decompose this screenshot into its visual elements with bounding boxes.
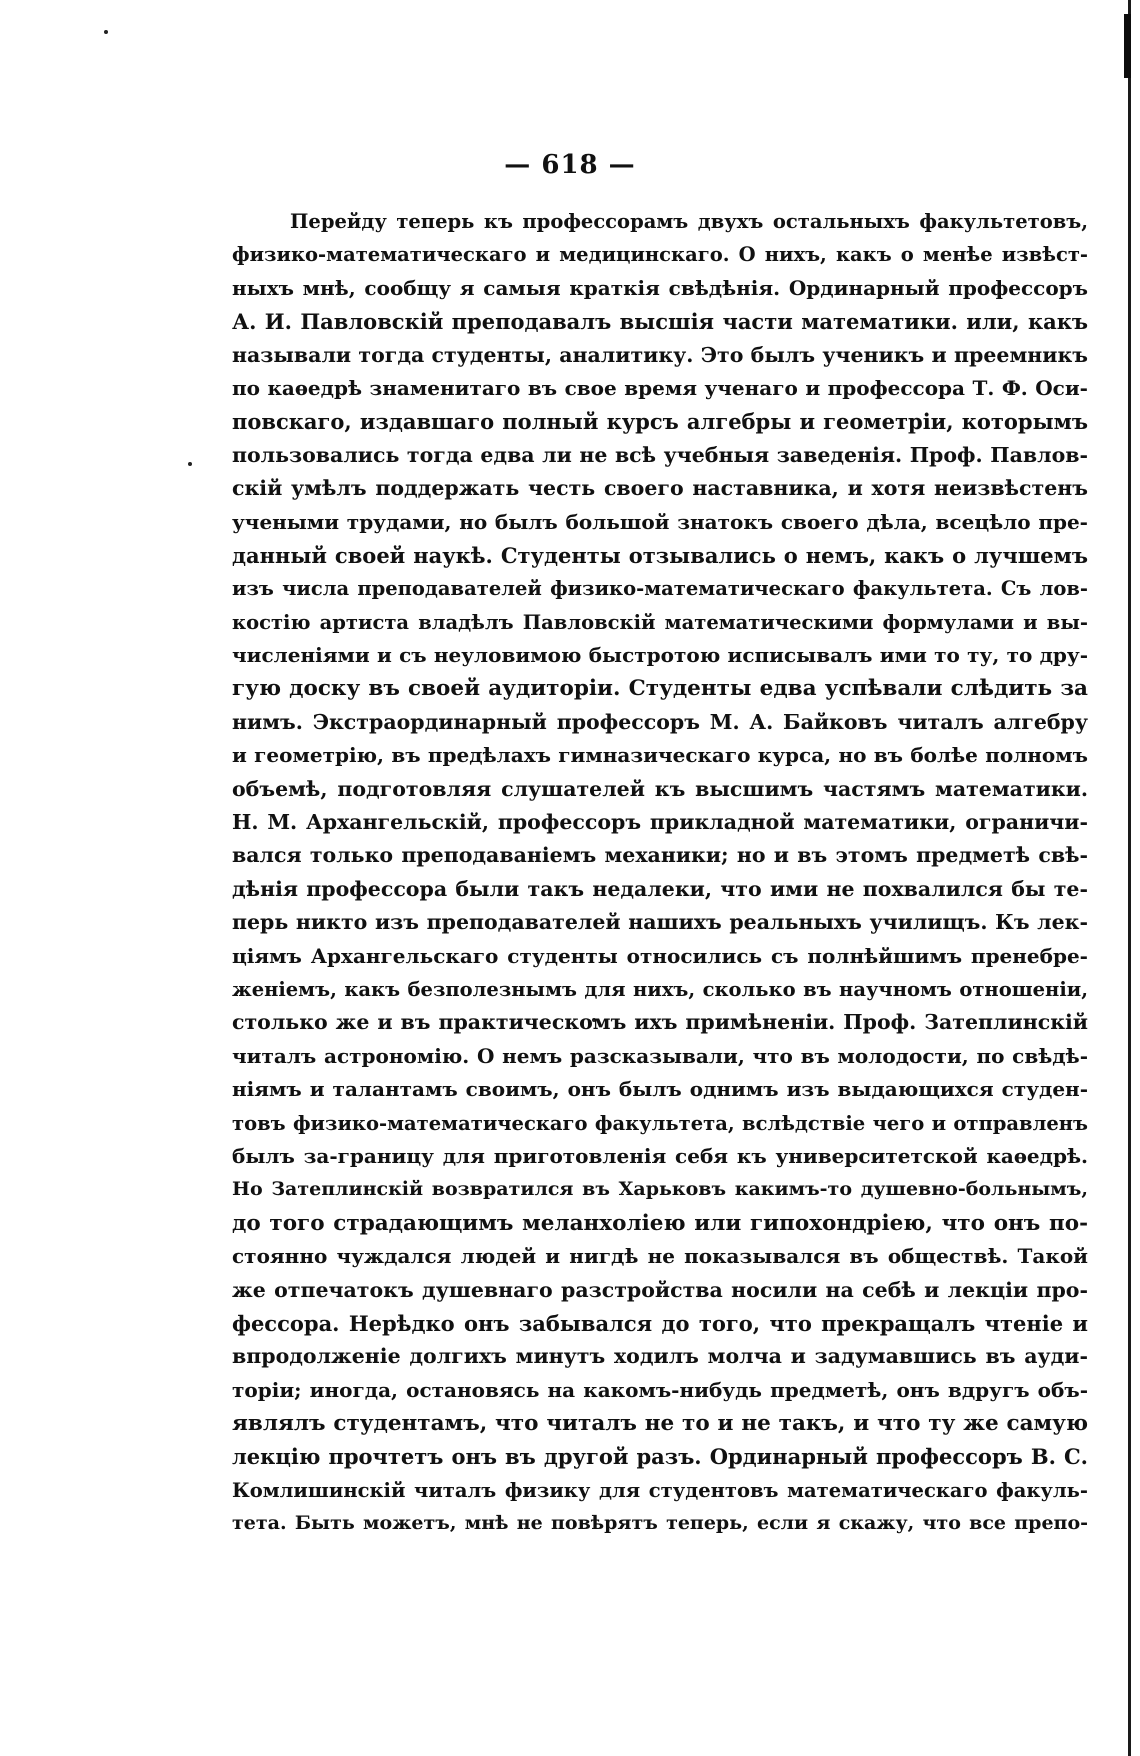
text-line: скій умѣлъ поддержать честь своего наставника, и хотя неизвѣстенъ <box>232 476 1088 501</box>
text-line: и геометрію, въ предѣлахъ гимназическаго курса, но въ болѣе полномъ <box>232 743 1088 768</box>
page-number: — 618 — <box>504 150 636 180</box>
text-line: ныхъ мнѣ, сообщу я самыя краткія свѣдѣнія. Ординарный профессоръ <box>232 275 1088 300</box>
text-line: Н. М. Архангельскій, профессоръ прикладной математики, ограничи- <box>232 810 1088 835</box>
text-line: же отпечатокъ душевнаго разстройства носили на себѣ и лекціи про- <box>232 1277 1088 1302</box>
text-line: женіемъ, какъ безполезнымъ для нихъ, сколько въ научномъ отношеніи, <box>232 977 1088 1001</box>
text-line: впродолженіе долгихъ минутъ ходилъ молча и задумавшись въ ауди- <box>232 1344 1088 1369</box>
text-line: Но Затеплинскій возвратился въ Харьковъ какимъ-то душевно-больнымъ, <box>232 1178 1088 1201</box>
text-line: ціямъ Архангельскаго студенты относились съ полнѣйшимъ пренебре- <box>232 943 1088 968</box>
text-line: называли тогда студенты, аналитику. Это былъ ученикъ и преемникъ <box>232 342 1088 367</box>
text-line: торіи; иногда, остановясь на какомъ-нибудь предметѣ, онъ вдругъ объ- <box>232 1377 1088 1402</box>
text-line: численіями и съ неуловимою быстротою исписывалъ ими то ту, то дру- <box>232 643 1088 668</box>
text-line: ніямъ и талантамъ своимъ, онъ былъ однимъ изъ выдающихся студен- <box>232 1077 1088 1102</box>
text-line: тета. Быть можетъ, мнѣ не повѣрятъ теперь, если я скажу, что все препо- <box>232 1512 1088 1535</box>
scan-edge-notch <box>1124 14 1131 78</box>
text-line: вался только преподаваніемъ механики; но и въ этомъ предметѣ свѣ- <box>232 843 1088 868</box>
text-line: изъ числа преподавателей физико-математическаго факультета. Съ лов- <box>232 577 1088 601</box>
body-text <box>232 205 1088 1541</box>
text-line: лекцію прочтетъ онъ въ другой разъ. Ординарный профессоръ В. С. <box>232 1444 1088 1470</box>
scan-speck <box>188 462 192 466</box>
text-line: по каѳедрѣ знаменитаго въ свое время ученаго и профессора Т. Ф. Оси- <box>232 375 1088 400</box>
text-line: перь никто изъ преподавателей нашихъ реальныхъ училищъ. Къ лек- <box>232 910 1088 935</box>
text-line: являлъ студентамъ, что читалъ не то и не такъ, и что ту же самую <box>232 1411 1088 1437</box>
text-line: данный своей наукѣ. Студенты отзывались о немъ, какъ о лучшемъ <box>232 542 1088 568</box>
text-line: товъ физико-математическаго факультета, вслѣдствіе чего и отправленъ <box>232 1111 1088 1135</box>
scan-edge-line <box>1128 0 1131 1756</box>
text-line: повскаго, издавшаго полный курсъ алгебры и геометріи, которымъ <box>232 409 1088 435</box>
text-line: былъ за-границу для приготовленія себя къ университетской каѳедрѣ. <box>232 1143 1088 1168</box>
text-line: столько же и въ практическомъ ихъ примѣненіи. Проф. Затеплинскій <box>232 1010 1088 1035</box>
text-line: Комлишинскій читалъ физику для студентовъ математическаго факуль- <box>232 1478 1088 1502</box>
text-line: стоянно чуждался людей и нигдѣ не показывался въ обществѣ. Такой <box>232 1244 1088 1269</box>
text-line: учеными трудами, но былъ большой знатокъ своего дѣла, всецѣло пре- <box>232 509 1088 534</box>
text-line: объемѣ, подготовляя слушателей къ высшимъ частямъ математики. <box>232 776 1088 801</box>
text-line: дѣнія профессора были такъ недалеки, что ими не похвалился бы те- <box>232 876 1088 901</box>
scan-speck <box>104 30 108 34</box>
text-line: до того страдающимъ меланхоліею или гипохондріею, что онъ по- <box>232 1210 1088 1236</box>
text-line: пользовались тогда едва ли не всѣ учебныя заведенія. Проф. Павлов- <box>232 442 1088 467</box>
text-line: гую доску въ своей аудиторіи. Студенты едва успѣвали слѣдить за <box>232 676 1088 702</box>
scan-edge <box>1122 0 1140 1756</box>
text-line: фессора. Нерѣдко онъ забывался до того, что прекращалъ чтеніе и <box>232 1310 1088 1336</box>
text-line: физико-математическаго и медицинскаго. О нихъ, какъ о менѣе извѣст- <box>232 243 1088 267</box>
text-line: А. И. Павловскій преподавалъ высшія части математики. или, какъ <box>232 309 1088 335</box>
text-line: костію артиста владѣлъ Павловскій математическими формулами и вы- <box>232 610 1088 634</box>
text-line: Перейду теперь къ профессорамъ двухъ остальныхъ факультетовъ, <box>290 210 1088 233</box>
text-line: читалъ астрономію. О немъ разсказывали, что въ молодости, по свѣдѣ- <box>232 1043 1088 1068</box>
text-line: нимъ. Экстраординарный профессоръ М. А. Байковъ читалъ алгебру <box>232 709 1088 734</box>
